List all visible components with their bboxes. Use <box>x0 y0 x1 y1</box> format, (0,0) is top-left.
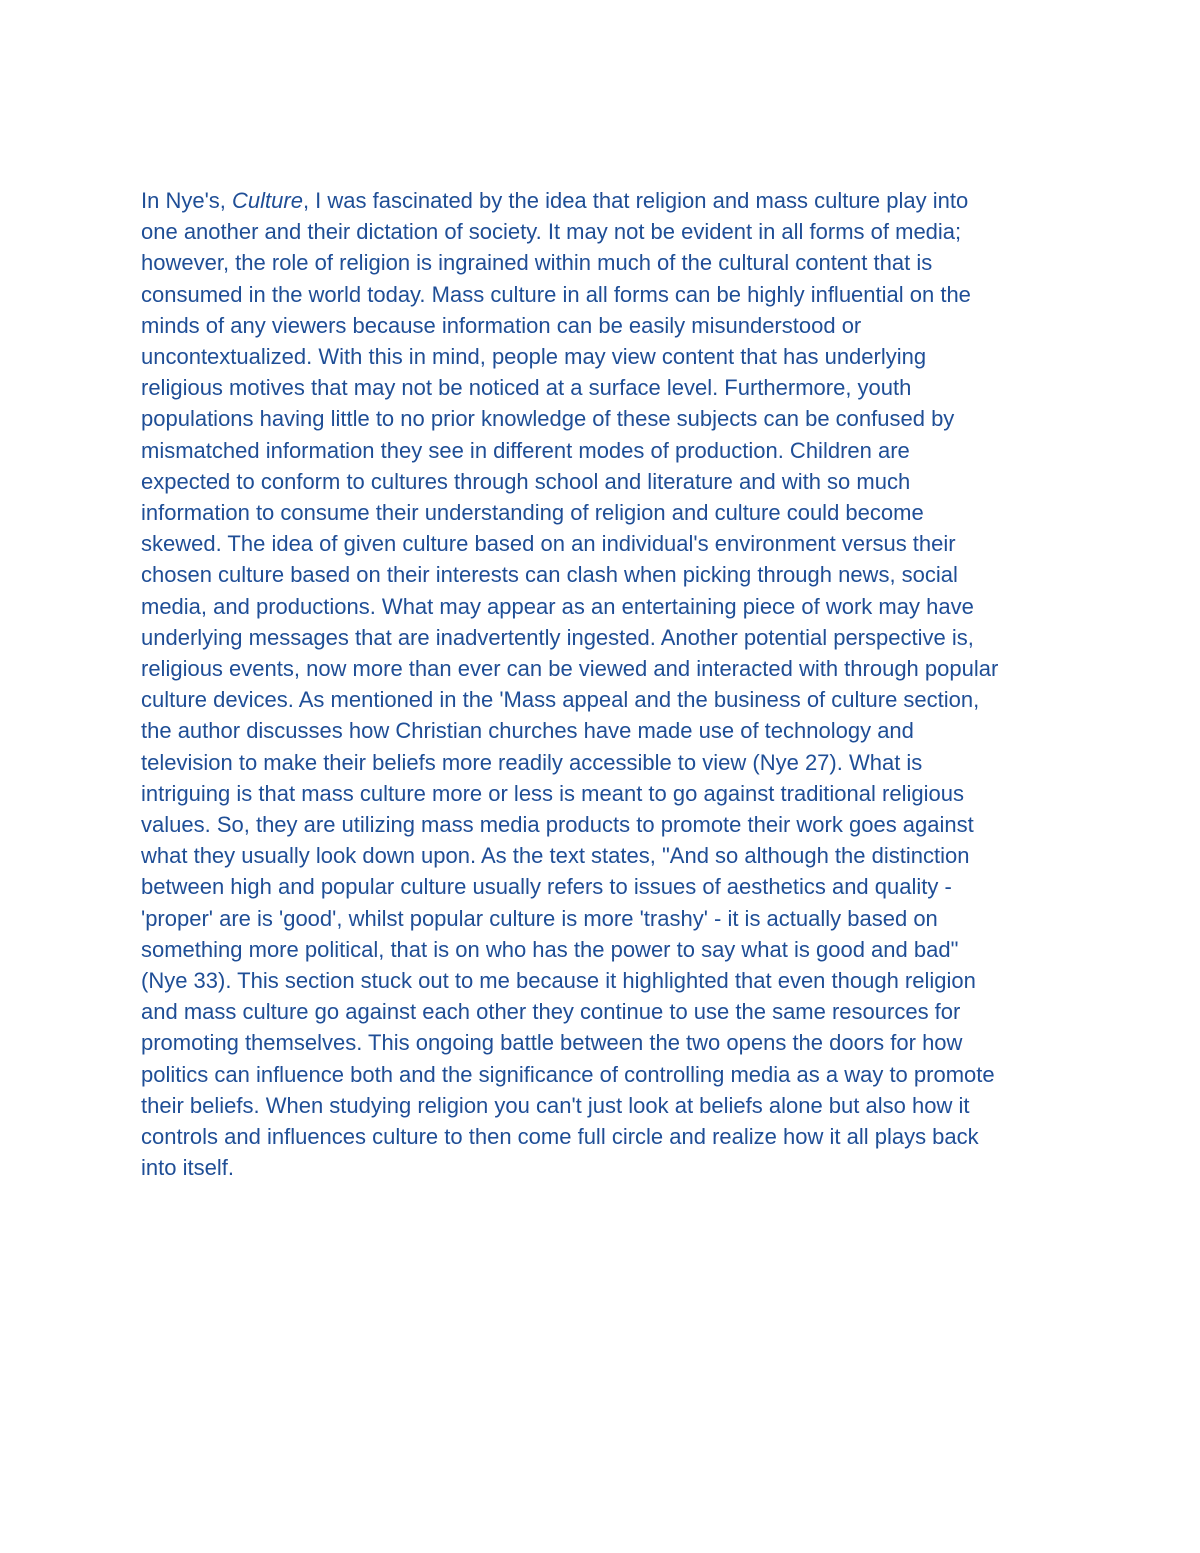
paragraph-line: values. So, they are utilizing mass media products to promote their work goes against <box>141 812 974 838</box>
paragraph-line: their beliefs. When studying religion you can't just look at beliefs alone but also how it <box>141 1092 970 1118</box>
paragraph-line: underlying messages that are inadvertently ingested. Another potential perspective is, <box>141 624 974 650</box>
paragraph-line: however, the role of religion is ingrained within much of the cultural content that is <box>141 250 933 276</box>
paragraph-line <box>141 185 1081 216</box>
paragraph-line: religious motives that may not be noticed at a surface level. Furthermore, youth <box>141 375 912 401</box>
paragraph-line: skewed. The idea of given culture based on an individual's environment versus their <box>141 531 956 557</box>
paragraph-line: something more political, that is on who has the power to say what is good and bad" <box>141 936 959 962</box>
paragraph-line: one another and their dictation of society. It may not be evident in all forms of media; <box>141 219 962 245</box>
line-suffix: , I was fascinated by the idea that religion and mass culture play into <box>302 188 969 213</box>
paragraph-line: (Nye 33). This section stuck out to me because it highlighted that even though religion <box>141 968 976 994</box>
paragraph-line: into itself. <box>141 1155 234 1181</box>
paragraph-line: politics can influence both and the significance of controlling media as a way to promote <box>141 1061 995 1087</box>
paragraph-line: the author discusses how Christian churches have made use of technology and <box>141 718 914 744</box>
paragraph-line: minds of any viewers because information can be easily misunderstood or <box>141 312 862 338</box>
paragraph-line: populations having little to no prior knowledge of these subjects can be confused by <box>141 406 955 432</box>
paragraph-line: religious events, now more than ever can be viewed and interacted with through popular <box>141 656 999 682</box>
paragraph-line: expected to conform to cultures through school and literature and with so much <box>141 468 911 494</box>
paragraph-line: information to consume their understanding of religion and culture could become <box>141 500 924 526</box>
essay-paragraph <box>141 185 1081 1184</box>
work-title: Culture <box>232 188 303 213</box>
paragraph-line: promoting themselves. This ongoing battle between the two opens the doors for how <box>141 1030 963 1056</box>
paragraph-line: media, and productions. What may appear as an entertaining piece of work may have <box>141 593 974 619</box>
line-prefix: In Nye's, <box>141 188 233 213</box>
paragraph-line: culture devices. As mentioned in the 'Mass appeal and the business of culture section, <box>141 687 980 713</box>
paragraph-line: television to make their beliefs more readily accessible to view (Nye 27). What is <box>141 749 923 775</box>
paragraph-line: intriguing is that mass culture more or less is meant to go against traditional religious <box>141 780 964 806</box>
paragraph-line: what they usually look down upon. As the text states, "And so although the distinction <box>141 843 970 869</box>
paragraph-line: mismatched information they see in different modes of production. Children are <box>141 437 910 463</box>
paragraph-line: and mass culture go against each other they continue to use the same resources for <box>141 999 961 1025</box>
paragraph-line: between high and popular culture usually refers to issues of aesthetics and quality - <box>141 874 952 900</box>
paragraph-line: controls and influences culture to then come full circle and realize how it all plays back <box>141 1124 979 1150</box>
paragraph-line: consumed in the world today. Mass culture in all forms can be highly influential on the <box>141 281 971 307</box>
paragraph-line: chosen culture based on their interests can clash when picking through news, social <box>141 562 958 588</box>
paragraph-line: uncontextualized. With this in mind, people may view content that has underlying <box>141 344 927 370</box>
paragraph-line: 'proper' are is 'good', whilst popular culture is more 'trashy' - it is actually based on <box>141 905 938 931</box>
